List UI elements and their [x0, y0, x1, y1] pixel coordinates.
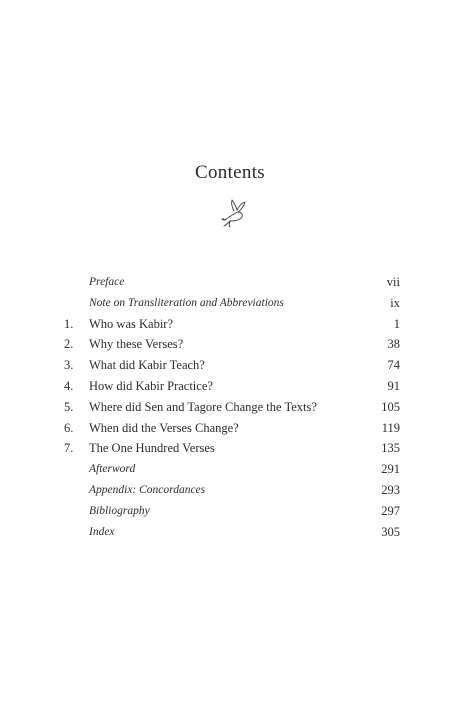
- toc-entry-title: Afterword: [89, 463, 136, 476]
- toc-entry[interactable]: [0, 459, 460, 479]
- toc-entry-number: 6.: [64, 420, 74, 435]
- toc-entry-page: 38: [387, 337, 400, 352]
- toc-entry[interactable]: [0, 334, 460, 354]
- toc-entry[interactable]: [0, 438, 460, 458]
- toc-entry-number: 5.: [64, 399, 74, 414]
- toc-entry-title: Appendix: Concordances: [89, 484, 206, 496]
- toc-entry-title: Why these Verses?: [89, 337, 184, 352]
- toc-entry[interactable]: [0, 272, 460, 292]
- dove-icon: [221, 198, 249, 228]
- toc-entry-title: Preface: [89, 276, 125, 288]
- toc-entry-title: The One Hundred Verses: [89, 441, 215, 456]
- page-title: Contents: [195, 162, 265, 183]
- toc-entry-page: ix: [390, 295, 400, 310]
- toc-entry-title: What did Kabir Teach?: [89, 358, 205, 373]
- toc-entry-number: 2.: [64, 337, 74, 352]
- toc-entry-page: 91: [387, 379, 400, 393]
- toc-entry-number: 1.: [64, 316, 74, 331]
- toc-entry-number: 4.: [64, 379, 74, 393]
- toc-entry-page: 1: [393, 316, 400, 331]
- toc-entry-page: vii: [386, 275, 400, 289]
- toc-entry-title: Where did Sen and Tagore Change the Texts?: [89, 399, 317, 414]
- toc-entry-page: 105: [381, 399, 400, 414]
- toc-entry-page: 135: [381, 441, 400, 456]
- toc-entry[interactable]: [0, 355, 460, 375]
- toc-entry[interactable]: [0, 480, 460, 500]
- toc-entry-title: Who was Kabir?: [89, 316, 173, 331]
- toc-entry-page: 297: [381, 503, 400, 518]
- toc-entry-page: 74: [387, 358, 400, 373]
- toc-entry-number: 7.: [64, 441, 74, 456]
- toc-entry-page: 119: [381, 420, 400, 435]
- toc-entry-page: 293: [381, 483, 400, 497]
- toc-entry[interactable]: [0, 397, 460, 417]
- toc-entry-page: 305: [381, 524, 400, 539]
- toc-entry-title: Bibliography: [89, 504, 150, 517]
- toc-entry-page: 291: [381, 462, 400, 477]
- toc-entry-title: When did the Verses Change?: [89, 420, 239, 435]
- toc-entry[interactable]: [0, 314, 460, 334]
- toc-entry-number: 3.: [64, 358, 74, 373]
- toc-entry[interactable]: [0, 418, 460, 438]
- toc-entry-title: How did Kabir Practice?: [89, 379, 213, 393]
- toc-entry[interactable]: [0, 376, 460, 396]
- toc-entry-title: Index: [89, 525, 115, 538]
- toc-entry-title: Note on Transliteration and Abbreviations: [89, 296, 284, 309]
- toc-entry[interactable]: [0, 522, 460, 542]
- toc-entry[interactable]: [0, 501, 460, 521]
- toc-entry[interactable]: [0, 293, 460, 313]
